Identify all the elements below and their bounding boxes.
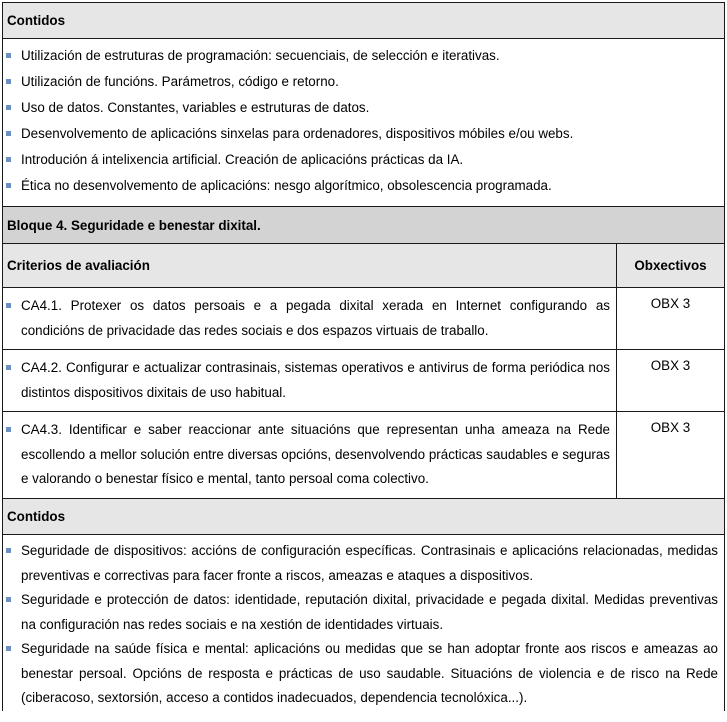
table-row	[3, 288, 724, 350]
objectives-header: Obxectivos	[634, 258, 707, 273]
table-row	[3, 350, 724, 412]
contents-header	[3, 499, 724, 535]
contents-header-label: Contidos	[7, 13, 66, 28]
bullet-icon	[6, 79, 11, 84]
list-item: Ética no desenvolvemento de aplicacións: nesgo algorítmico, obsolescencia programada.	[3, 173, 724, 199]
bullet-icon	[6, 646, 11, 651]
contents-header-label: Contidos	[7, 509, 66, 524]
list-item: Seguridade na saúde física e mental: aplicacións ou medidas que se han adoptar fronte aos riscos e ameazas ao benestar persoal. Opcións de resposta e prácticas de uso saudable. Situacións de violencia e de risco na Rede (ciberacoso, sextorsión, acceso a contidos inadecuados, dependencia tecnolóxica...).	[3, 637, 724, 711]
table-row	[3, 412, 724, 499]
criterion-text: CA4.2. Configurar e actualizar contrasinais, sistemas operativos e antivirus de forma periódica nos distintos dispositivos dixitais de uso habitual.	[3, 350, 617, 411]
bullet-icon	[6, 303, 11, 308]
contents-list	[3, 39, 724, 206]
list-item: Utilización de estruturas de programación: secuenciais, de selección e iterativas.	[3, 43, 724, 69]
criterion-objective: OBX 3	[650, 296, 691, 311]
contents-header	[3, 2, 724, 39]
bullet-icon	[6, 365, 11, 370]
bullet-icon	[6, 183, 11, 188]
list-item: Uso de datos. Constantes, variables e estruturas de datos.	[3, 95, 724, 121]
criterion-objective: OBX 3	[650, 420, 691, 435]
contents-list	[3, 535, 724, 711]
bullet-icon	[6, 548, 11, 553]
list-item: Seguridade de dispositivos: accións de configuración específicas. Contrasinais e aplicacións relacionadas, medidas preventivas e correctivas para facer fronte a riscos, ameazas e ataques a dispositivos.	[3, 539, 724, 588]
list-item: Introdución á intelixencia artificial. Creación de aplicacións prácticas da IA.	[3, 147, 724, 173]
list-item: Utilización de funcións. Parámetros, código e retorno.	[3, 69, 724, 95]
bullet-icon	[6, 427, 11, 432]
bullet-icon	[6, 105, 11, 110]
criteria-header-row	[3, 244, 724, 288]
criterion-text: CA4.3. Identificar e saber reaccionar ante situacións que representan unha ameaza na Rede escollendo a mellor solución entre diversas opcións, desenvolvendo prácticas saudables e seguras e valorando o benestar físico e mental, tanto persoal coma colectivo.	[3, 412, 617, 498]
bullet-icon	[6, 53, 11, 58]
list-item: Seguridade e protección de datos: identidade, reputación dixital, privacidade e pegada dixital. Medidas preventivas na configuración nas redes sociais e na xestión de identidades virtuais.	[3, 588, 724, 637]
block-title: Bloque 4. Seguridade e benestar dixital.	[3, 206, 724, 244]
bullet-icon	[6, 131, 11, 136]
criterion-objective: OBX 3	[650, 358, 691, 373]
list-item: Desenvolvemento de aplicacións sinxelas para ordenadores, dispositivos móbiles e/ou webs.	[3, 121, 724, 147]
bullet-icon	[6, 597, 11, 602]
curriculum-table	[2, 2, 725, 711]
criterion-text: CA4.1. Protexer os datos persoais e a pegada dixital xerada en Internet configurando as condicións de privacidade das redes sociais e dos espazos virtuais de traballo.	[3, 288, 617, 349]
bullet-icon	[6, 157, 11, 162]
criteria-header: Criterios de avaliación	[3, 244, 617, 287]
